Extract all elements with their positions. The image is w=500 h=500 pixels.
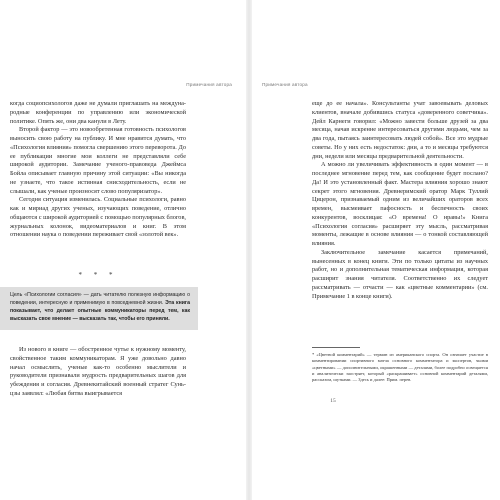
- paragraph: Заключительное замечание касается примечаний, вынесенных в конец книги. Эти по только цитаты из научных работ, но и дополнительная тематическая информация, которая расширит знания читателя. Соответственно их следует рассматривать — отчасти — как «цветные комментарии» (см. Примечание 1 в конце книги).: [312, 248, 488, 300]
- paragraph: А можно ли увеличивать эффективность в один момент — в последнее мгновение перед тем, как сообщение будет послано? Да! И это установленный факт. Мастера влияния хорошо знают секрет этого мгновения. Древнеримский оратор Марк Туллий Цицерон, признаваемый одним из величайших ораторов всех времен, высмеивает пафосность и беспечность своих конкурентов, восклицая: «О времена! О нравы!» Книга «Психология согласия» расширяет эту мысль, рассматривая моменты, лежащие в основе влияния — о тонкой составляющей влияния.: [312, 161, 488, 247]
- running-head-right: Примечания автора: [262, 82, 308, 87]
- left-text-column: [10, 100, 186, 240]
- callout-box: [0, 287, 198, 330]
- paragraph: когда социопсихологов даже не думали приглашать на международные конференции по управлению или экономической политике. Опять же, они два канули в Лету.: [10, 100, 186, 125]
- left-page: [0, 0, 246, 500]
- paragraph: Сегодня ситуация изменилась. Социальные психологи, равно как и мириад других ученых, изучающих поведение, отлично общаются с широкой аудиторией с помощью популярных блогов, журнальных колонок, видеоматериалов и книг. В этом отношении наука о поведении переживает свой «золотой век».: [10, 196, 186, 239]
- right-page: [252, 0, 500, 500]
- footnote: * «Цветной комментарий» — термин из американского спорта. Он означает участие в комментировании спортивного матча основного комментатора и экспертов, чьими «цветными» — дополнительными, окрашенными — деталями, более подробно освещается и аналитически заостряет, который «раскрашивает» основной комментарий деталями, рассказом, шутками. — Здесь и далее: Прим. перев.: [312, 352, 488, 383]
- paragraph: Из нового в книге — обостренное чутье к нужному моменту, свойственное таким коммуникаторам. Я уже довольно давно начал осмыслить, ученые как-то особенно мыслители и руководители признавали мудрость предварительных шагов для убеждения и согласия. Древнекитайский военный стратег Сунь-цзы заявлял: «Любая битва выигрывается: [10, 346, 186, 397]
- paragraph: Второй фактор — это новообретенная готовность психологов выносить свою работу на публику. И мне нравится думать, что «Психология влияния» помогла свершению этого переворота. До ее публикации многие мои коллеги не представляли себе широкой аудитории. Замечание ученого-правоведа Джеймса Бойла описывает главную причину этой ситуации: «Вы никогда не узнаете, что такое истинная снисходительность, если не слышали, как ученые произносят слово популяризатор».: [10, 126, 186, 195]
- section-break-stars: * * *: [78, 271, 118, 279]
- page-number: 15: [330, 398, 336, 404]
- running-head-left: Примечания автора: [186, 82, 232, 87]
- callout-text: Цель «Психологии согласия» — дать читателю полезную информацию о поведении, интересную и применимую в повседневной жизни.: [10, 292, 190, 306]
- paragraph: еще до ее начала». Консультанты учат завоевывать деловых клиентов, вначале добившись статуса «доверенного советчика». Дейл Карнеги говорил: «Можно завести больше друзей за два месяца, начав искренне интересоваться другими людьми, чем за два года, пытаясь заинтересовать людей собой». Все это мудрые советы. Но у них есть недостаток: дни, а то и месяцы требуются дни, недели или месяцы предварительной деятельности.: [312, 100, 488, 160]
- callout-emphasis: Эта книга показывает, что делает опытные коммуникаторы перед тем, как высказать свое мнение — высказать так, чтобы его приняли.: [10, 300, 190, 322]
- left-bottom-column: [10, 346, 186, 399]
- right-text-column: [312, 100, 488, 301]
- footnote-divider: [312, 347, 360, 348]
